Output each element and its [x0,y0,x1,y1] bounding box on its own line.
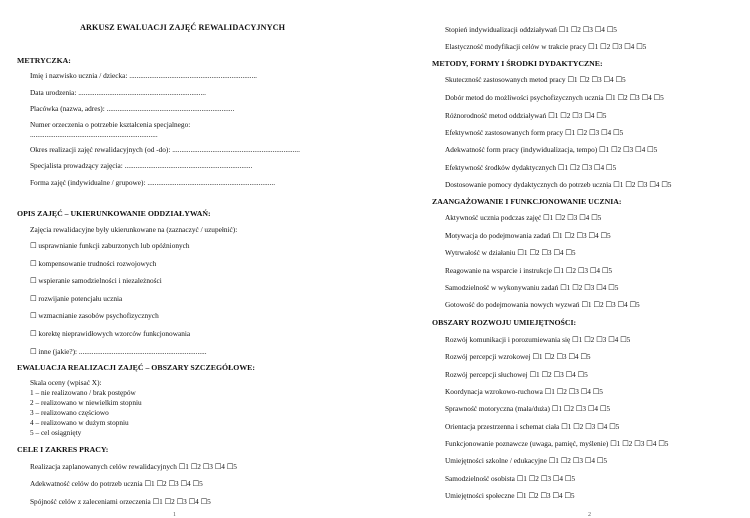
rating-row-samodzielnosc-osobista[interactable]: Samodzielność osobista ☐1 ☐2 ☐3 ☐4 ☐5 [445,474,575,483]
rating-row-komunikacja[interactable]: Rozwój komunikacji i porozumiewania się ☐1 ☐2 ☐3 ☐4 ☐5 [445,335,631,344]
section-heading-ewaluacja: EWALUACJA REALIZACJI ZAJĘĆ – OBSZARY SZCZEGÓŁOWE: [17,363,255,372]
rating-row-efektywnosc-srodkow[interactable]: Efektywność środków dydaktycznych ☐1 ☐2 ☐3 ☐4 ☐5 [445,163,617,172]
field-certificate-number: Numer orzeczenia o potrzebie kształcenia specjalnego: [30,120,191,129]
rating-row-dobor-metod[interactable]: Dobór metod do możliwości psychofizycznych ucznia ☐1 ☐2 ☐3 ☐4 ☐5 [445,93,664,102]
rating-row-aktywnosc[interactable]: Aktywność ucznia podczas zajęć ☐1 ☐2 ☐3 ☐4 ☐5 [445,213,602,222]
rating-row-funkcjonowanie-poznawcze[interactable]: Funkcjonowanie poznawcze (uwaga, pamięć, myślenie) ☐1 ☐2 ☐3 ☐4 ☐5 [445,439,669,448]
field-form: Forma zajęć (indywidualne / grupowe): ...................................................................... [30,178,276,187]
scale-level-1: 1 – nie realizowano / brak postępów [30,388,136,397]
option-wspieranie[interactable]: ☐ wspieranie samodzielności i niezależności [30,276,162,285]
page-number: 2 [588,512,591,518]
page-right [375,0,750,518]
option-inne[interactable]: ☐ inne (jakie?): ...................................................................... [30,347,207,356]
rating-row-efektywnosc-form[interactable]: Efektywność zastosowanych form pracy ☐1 ☐2 ☐3 ☐4 ☐5 [445,128,624,137]
scale-level-5: 5 – cel osiągnięty [30,428,82,437]
document-title: ARKUSZ EWALUACJI ZAJĘĆ REWALIDACYJNYCH [80,23,286,32]
rating-row-koordynacja[interactable]: Koordynacja wzrokowo-ruchowa ☐1 ☐2 ☐3 ☐4 ☐5 [445,387,603,396]
field-student-name: Imię i nazwisko ucznia / dziecka: ...................................................................... [30,71,257,80]
rating-row-adekwatnosc[interactable]: Adekwatność celów do potrzeb ucznia ☐1 ☐2 ☐3 ☐4 ☐5 [30,479,203,488]
rating-row-umiejetnosci-szkolne[interactable]: Umiejętności szkolne / edukacyjne ☐1 ☐2 ☐3 ☐4 ☐5 [445,456,607,465]
option-rozwijanie[interactable]: ☐ rozwijanie potencjału ucznia [30,294,123,303]
field-certificate-number-line: ...................................................................... [30,130,158,139]
scale-level-4: 4 – realizowano w dużym stopniu [30,418,129,427]
rating-row-indywidualizacja[interactable]: Stopień indywidualizacji oddziaływań ☐1 ☐2 ☐3 ☐4 ☐5 [445,25,617,34]
option-korekta[interactable]: ☐ korektę nieprawidłowych wzorców funkcjonowania [30,329,191,338]
rating-row-adekwatnosc-form[interactable]: Adekwatność form pracy (indywidualizacja, tempo) ☐1 ☐2 ☐3 ☐4 ☐5 [445,145,658,154]
scale-title: Skala oceny (wpisać X): [30,378,102,387]
scale-level-2: 2 – realizowano w niewielkim stopniu [30,398,142,407]
rating-row-motoryka[interactable]: Sprawność motoryczna (mała/duża) ☐1 ☐2 ☐3 ☐4 ☐5 [445,404,611,413]
rating-row-dostosowanie-pomocy[interactable]: Dostosowanie pomocy dydaktycznych do potrzeb ucznia ☐1 ☐2 ☐3 ☐4 ☐5 [445,180,672,189]
page-number: 1 [173,512,176,518]
section-heading-opis: OPIS ZAJĘĆ – UKIERUNKOWANIE ODDZIAŁYWAŃ: [17,209,211,218]
section-heading-cele: CELE I ZAKRES PRACY: [17,445,109,454]
rating-row-umiejetnosci-spoleczne[interactable]: Umiejętności społeczne ☐1 ☐2 ☐3 ☐4 ☐5 [445,491,575,500]
option-kompensowanie[interactable]: ☐ kompensowanie trudności rozwojowych [30,259,157,268]
rating-row-reagowanie[interactable]: Reagowanie na wsparcie i instrukcje ☐1 ☐2 ☐3 ☐4 ☐5 [445,266,613,275]
opis-intro: Zajęcia rewalidacyjne były ukierunkowane na (zaznaczyć / uzupełnić): [30,225,238,234]
rating-row-spojnosc[interactable]: Spójność celów z zaleceniami orzeczenia ☐1 ☐2 ☐3 ☐4 ☐5 [30,497,211,506]
option-wzmacnianie[interactable]: ☐ wzmacnianie zasobów psychofizycznych [30,311,159,320]
rating-row-gotowosc[interactable]: Gotowość do podejmowania nowych wyzwań ☐1 ☐2 ☐3 ☐4 ☐5 [445,300,640,309]
section-heading-zaangazowanie: ZAANGAŻOWANIE I FUNKCJONOWANIE UCZNIA: [432,197,622,206]
rating-row-realizacja[interactable]: Realizacja zaplanowanych celów rewalidacyjnych ☐1 ☐2 ☐3 ☐4 ☐5 [30,462,237,471]
rating-row-samodzielnosc-zadan[interactable]: Samodzielność w wykonywaniu zadań ☐1 ☐2 ☐3 ☐4 ☐5 [445,283,619,292]
scale-level-3: 3 – realizowano częściowo [30,408,109,417]
rating-row-orientacja[interactable]: Orientacja przestrzenna i schemat ciała ☐1 ☐2 ☐3 ☐4 ☐5 [445,422,620,431]
rating-row-elastycznosc[interactable]: Elastyczność modyfikacji celów w trakcie pracy ☐1 ☐2 ☐3 ☐4 ☐5 [445,42,647,51]
field-period: Okres realizacji zajęć rewalidacyjnych (od -do): ...................................................................... [30,145,300,154]
rating-row-percepcja-wzrokowa[interactable]: Rozwój percepcji wzrokowej ☐1 ☐2 ☐3 ☐4 ☐5 [445,352,591,361]
rating-row-roznorodnosc[interactable]: Różnorodność metod oddziaływań ☐1 ☐2 ☐3 ☐4 ☐5 [445,111,607,120]
field-specialist: Specjalista prowadzący zajęcia: ...................................................................... [30,161,253,170]
rating-row-percepcja-sluchowa[interactable]: Rozwój percepcji słuchowej ☐1 ☐2 ☐3 ☐4 ☐5 [445,370,588,379]
section-heading-metody: METODY, FORMY I ŚRODKI DYDAKTYCZNE: [432,59,603,68]
section-heading-obszary: OBSZARY ROZWOJU UMIEJĘTNOŚCI: [432,318,577,327]
field-institution: Placówka (nazwa, adres): ...................................................................... [30,104,235,113]
option-usprawnianie[interactable]: ☐ usprawnianie funkcji zaburzonych lub opóźnionych [30,241,190,250]
field-birth-date: Data urodzenia: ...................................................................... [30,88,206,97]
rating-row-wytrwalosc[interactable]: Wytrwałość w działaniu ☐1 ☐2 ☐3 ☐4 ☐5 [445,248,576,257]
rating-row-motywacja[interactable]: Motywacja do podejmowania zadań ☐1 ☐2 ☐3 ☐4 ☐5 [445,231,611,240]
section-heading-metryczka: METRYCZKA: [17,56,71,65]
rating-row-skutecznosc-metod[interactable]: Skuteczność zastosowanych metod pracy ☐1 ☐2 ☐3 ☐4 ☐5 [445,75,626,84]
